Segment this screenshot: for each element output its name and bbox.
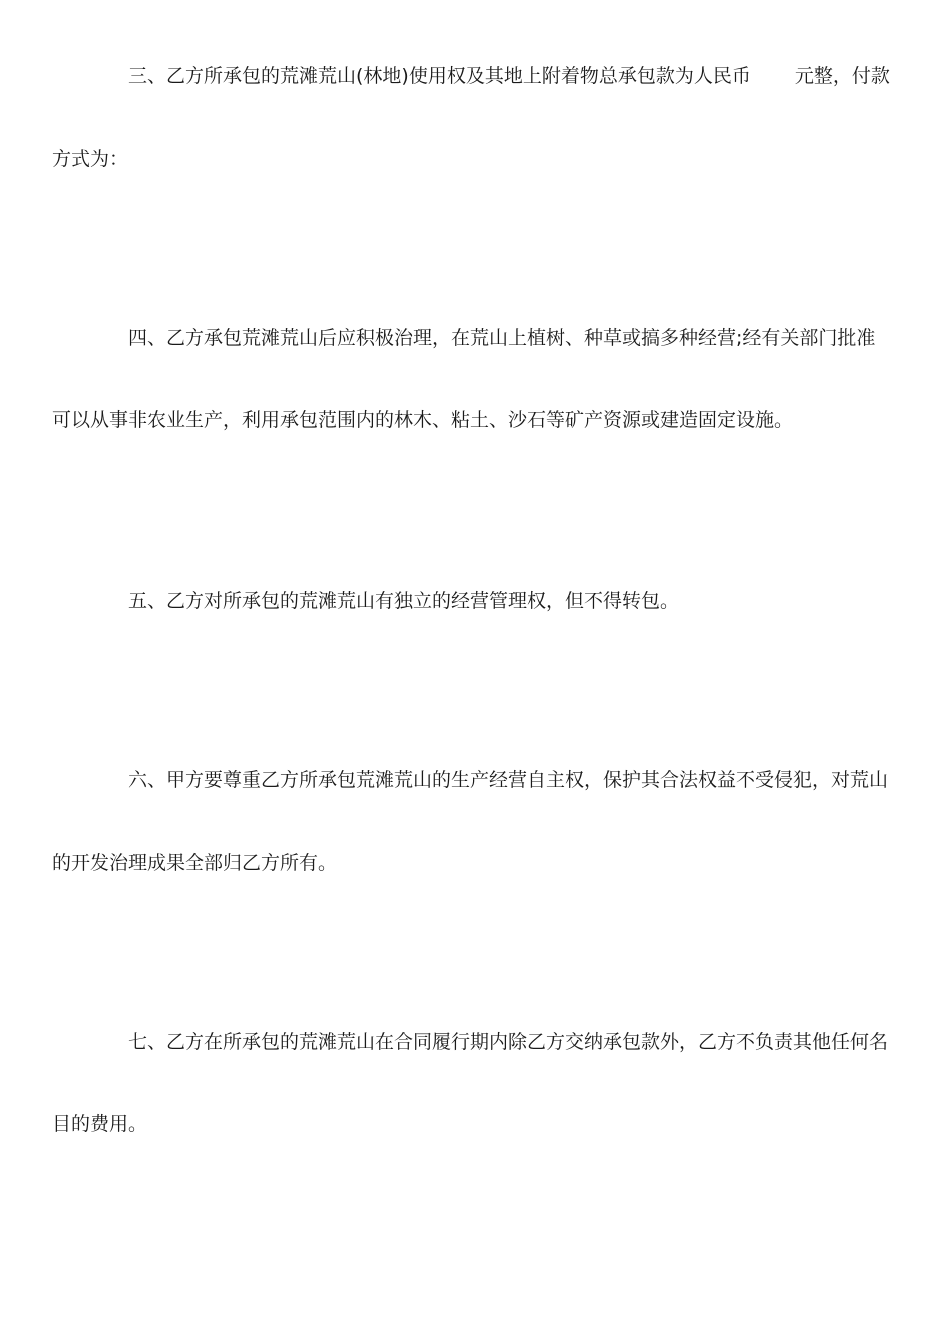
clause-6-line-1: 六、甲方要尊重乙方所承包荒滩荒山的生产经营自主权，保护其合法权益不受侵犯，对荒山 (128, 769, 889, 791)
clause-3-line-2: 方式为： (52, 148, 129, 170)
clause-3-text-after-blank: 元整，付款 (794, 65, 890, 87)
clause-4-line-1: 四、乙方承包荒滩荒山后应积极治理，在荒山上植树、种草或搞多种经营;经有关部门批准 (128, 327, 876, 349)
clause-3-text-before-blank: 三、乙方所承包的荒滩荒山(林地)使用权及其地上附着物总承包款为人民币 (128, 65, 751, 87)
clause-3-line-1 (128, 64, 890, 88)
clause-7-line-2: 目的费用。 (52, 1113, 148, 1135)
clause-4-line-2: 可以从事非农业生产，利用承包范围内的林木、粘土、沙石等矿产资源或建造固定设施。 (52, 409, 794, 431)
clause-5-line-1: 五、乙方对所承包的荒滩荒山有独立的经营管理权，但不得转包。 (128, 590, 680, 612)
clause-6-line-2: 的开发治理成果全部归乙方所有。 (52, 852, 338, 874)
clause-7-line-1: 七、乙方在所承包的荒滩荒山在合同履行期内除乙方交纳承包款外，乙方不负责其他任何名 (128, 1031, 889, 1053)
